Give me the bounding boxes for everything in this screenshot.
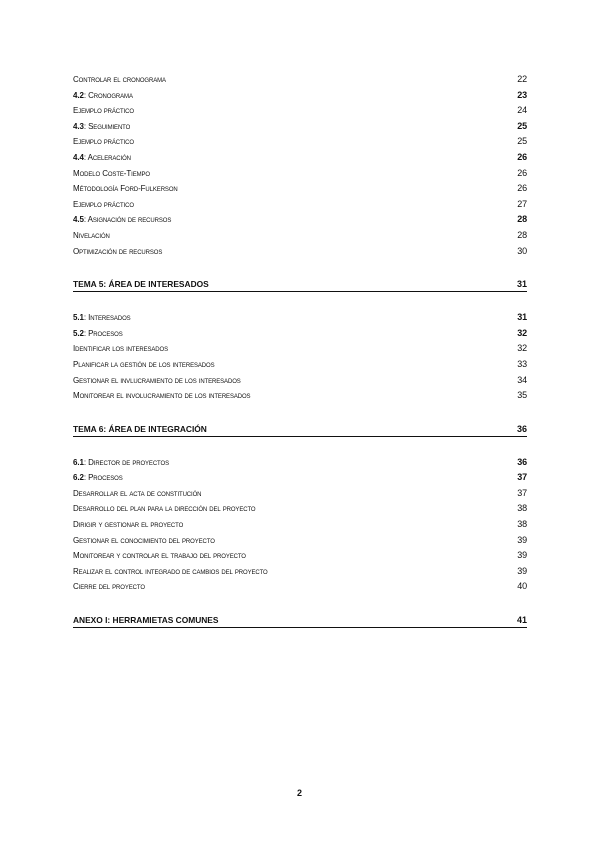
toc-entry-page: 30 <box>517 245 527 256</box>
toc-entry[interactable] <box>73 181 527 197</box>
toc-entry[interactable] <box>73 310 527 326</box>
toc-entry-page: 27 <box>517 198 527 209</box>
toc-entry-title <box>73 119 130 135</box>
toc-entry-title: Planificar la gestión de los interesados <box>73 359 215 369</box>
toc-entry-page: 32 <box>517 343 527 354</box>
toc-entry-title <box>73 470 123 486</box>
toc-entry-title <box>73 150 131 166</box>
toc-heading-text: TEMA 6: ÁREA DE INTEGRACIÓN <box>73 423 207 434</box>
toc-entry-title <box>73 326 123 342</box>
toc-heading-text: ANEXO I: HERRAMIETAS COMUNES <box>73 615 219 626</box>
toc-entry-label: : Director de proyectos <box>83 457 169 467</box>
toc-entry[interactable] <box>73 166 527 182</box>
toc-entry-number: 5.2 <box>73 328 84 338</box>
toc-entry-page: 28 <box>517 229 527 240</box>
toc-entry-number: 4.4 <box>73 152 84 162</box>
toc-entry-page: 38 <box>517 503 527 514</box>
toc-entry[interactable] <box>73 326 527 342</box>
toc-entry-title: Modelo Coste-Tiempo <box>73 168 150 178</box>
toc-entry[interactable] <box>73 548 527 564</box>
toc-heading-page: 31 <box>516 279 527 290</box>
toc-entry-title <box>73 88 133 104</box>
toc-entry[interactable] <box>73 134 527 150</box>
toc-entry-page: 22 <box>517 74 527 84</box>
toc-entry-title: Realizar el control integrado de cambios del proyecto <box>73 566 268 576</box>
toc-entry-page: 28 <box>517 214 527 225</box>
toc-heading-page: 36 <box>516 423 527 434</box>
toc-entry-label: : Asignación de recursos <box>83 215 172 225</box>
toc-entry-title: Nivelación <box>73 230 110 240</box>
toc-entry-page: 37 <box>517 487 527 498</box>
toc-entry-label: : Aceleración <box>83 152 131 162</box>
toc-heading-page: 41 <box>516 615 527 626</box>
toc-entry-number: 4.5 <box>73 215 84 225</box>
toc-entry-title: Monitorear el involucramiento de los interesados <box>73 391 251 401</box>
toc-section-tema-5 <box>73 310 527 404</box>
toc-entry-title: Gestionar el invlucramiento de los interesados <box>73 375 241 385</box>
toc-entry-title: Ejemplo práctico <box>73 199 134 209</box>
toc-entry[interactable] <box>73 455 527 471</box>
toc-entry[interactable] <box>73 103 527 119</box>
toc-entry[interactable] <box>73 501 527 517</box>
toc-entry-page: 34 <box>517 374 527 385</box>
toc-entry-page: 36 <box>517 456 527 467</box>
toc-entry-page: 39 <box>517 550 527 561</box>
toc-heading-anexo-1[interactable] <box>73 613 527 628</box>
toc-entry-title: Identificar los interesados <box>73 344 168 354</box>
toc-entry[interactable] <box>73 88 527 104</box>
toc-entry-page: 37 <box>517 472 527 483</box>
toc-entry[interactable] <box>73 373 527 389</box>
toc-entry[interactable] <box>73 579 527 595</box>
toc-entry[interactable] <box>73 212 527 228</box>
toc-heading-tema-6[interactable] <box>73 422 527 437</box>
toc-entry-title: Desarrollo del plan para la dirección del proyecto <box>73 504 256 514</box>
toc-entry-page: 33 <box>517 358 527 369</box>
toc-entry-title: Métodología Ford-Fulkerson <box>73 184 178 194</box>
toc-entry-page: 35 <box>517 390 527 401</box>
toc-entry-title: Controlar el cronograma <box>73 75 166 84</box>
toc-entry-page: 25 <box>517 120 527 131</box>
toc-entry-title <box>73 212 171 228</box>
toc-entry-title: Monitorear y controlar el trabajo del proyecto <box>73 551 246 561</box>
toc-entry-page: 25 <box>517 136 527 147</box>
toc-entry[interactable] <box>73 341 527 357</box>
toc-section-tema-6 <box>73 455 527 595</box>
toc-entry[interactable] <box>73 150 527 166</box>
toc-entry-page: 23 <box>517 89 527 100</box>
toc-entry-title <box>73 455 169 471</box>
toc-entry-number: 5.1 <box>73 313 84 323</box>
toc-entry-page: 24 <box>517 105 527 116</box>
toc-entry[interactable] <box>73 388 527 404</box>
toc-entry-number: 6.1 <box>73 457 84 467</box>
toc-entry-title: Dirigir y gestionar el proyecto <box>73 520 184 530</box>
toc-entry-label: : Procesos <box>83 473 123 483</box>
toc-entry-title: Cierre del proyecto <box>73 582 145 592</box>
toc-entry-number: 6.2 <box>73 473 84 483</box>
table-of-contents <box>73 72 527 628</box>
toc-entry-title: Desarrollar el acta de constitución <box>73 488 202 498</box>
toc-entry[interactable] <box>73 197 527 213</box>
toc-entry-label: : Procesos <box>83 328 123 338</box>
toc-entry-number: 4.2 <box>73 90 84 100</box>
toc-heading-text: TEMA 5: ÁREA DE INTERESADOS <box>73 279 209 290</box>
toc-entry-label: : Interesados <box>83 313 131 323</box>
toc-section-tema-4 <box>73 72 527 259</box>
toc-entry-title: Ejemplo práctico <box>73 106 134 116</box>
toc-entry-title: Optimización de recursos <box>73 246 163 256</box>
toc-entry-page: 39 <box>517 565 527 576</box>
page-number: 2 <box>296 788 302 798</box>
toc-heading-tema-5[interactable] <box>73 277 527 292</box>
toc-entry[interactable] <box>73 72 527 88</box>
toc-entry-page: 32 <box>517 327 527 338</box>
toc-entry[interactable] <box>73 564 527 580</box>
toc-entry-label: : Seguimiento <box>83 121 131 131</box>
toc-entry-title: Gestionar el conocimiento del proyecto <box>73 535 215 545</box>
toc-entry-title <box>73 310 131 326</box>
toc-entry-page: 26 <box>517 167 527 178</box>
toc-entry-page: 26 <box>517 183 527 194</box>
toc-entry[interactable] <box>73 486 527 502</box>
toc-entry[interactable] <box>73 470 527 486</box>
toc-entry-page: 26 <box>517 151 527 162</box>
toc-entry[interactable] <box>73 244 527 260</box>
toc-entry-label: : Cronograma <box>83 90 133 100</box>
toc-entry[interactable] <box>73 228 527 244</box>
toc-entry-page: 38 <box>517 519 527 530</box>
toc-entry[interactable] <box>73 533 527 549</box>
toc-entry-title: Ejemplo práctico <box>73 137 134 147</box>
toc-entry-page: 40 <box>517 581 527 592</box>
toc-entry-page: 31 <box>517 312 527 323</box>
toc-entry[interactable] <box>73 517 527 533</box>
toc-entry[interactable] <box>73 357 527 373</box>
toc-entry[interactable] <box>73 119 527 135</box>
toc-entry-number: 4.3 <box>73 121 84 131</box>
toc-entry-page: 39 <box>517 534 527 545</box>
